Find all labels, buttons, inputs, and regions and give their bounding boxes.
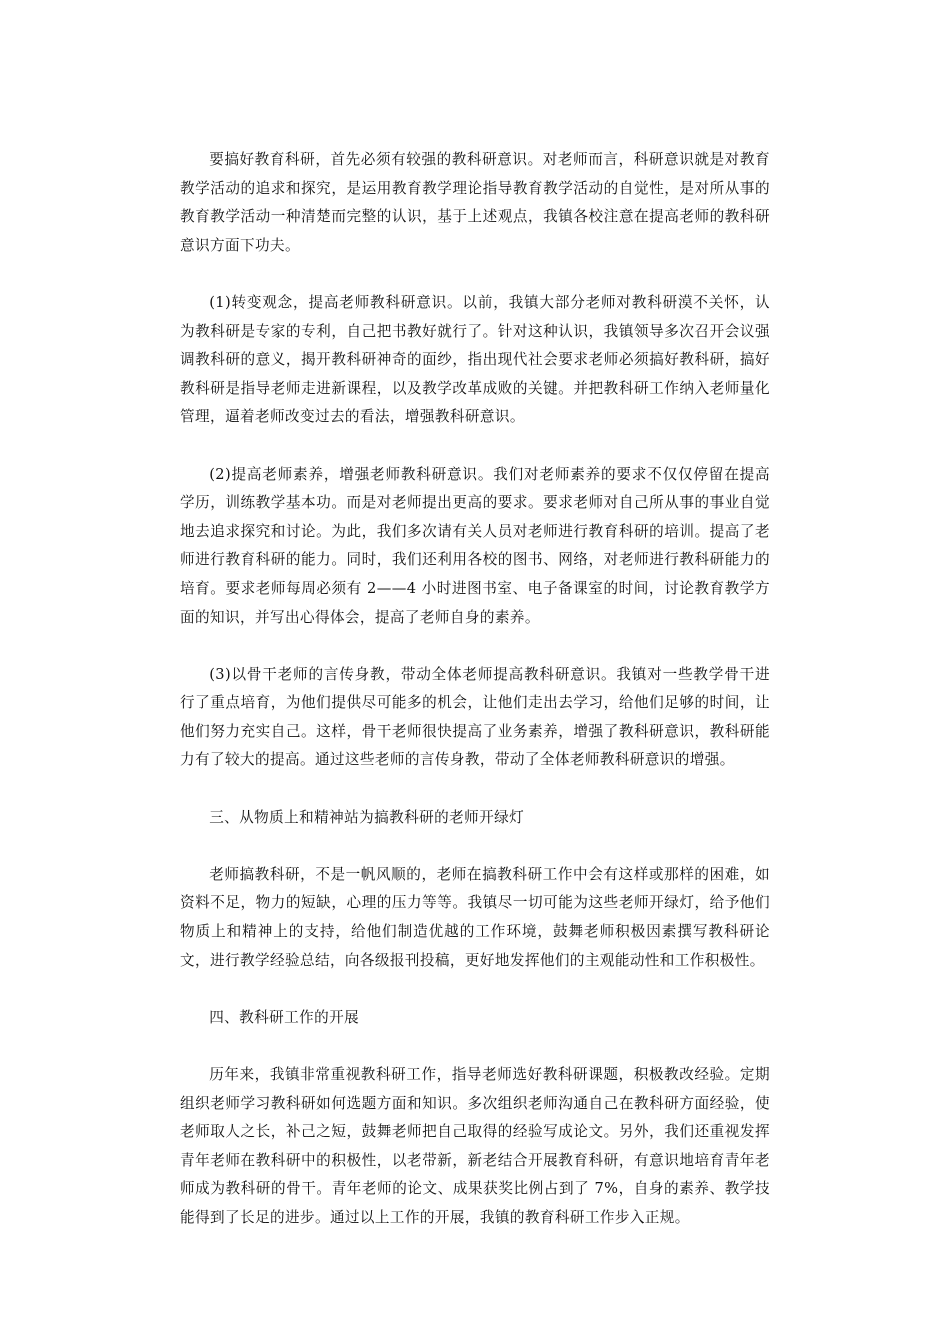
paragraph-section-4: 历年来，我镇非常重视教科研工作，指导老师选好教科研课题，积极教改经验。定期组织老师学习教科研如何选题方面和知识。多次组织老师沟通自己在教科研方面经验，使老师取人之长，补己之短，鼓舞老师把自己取得的经验写成论文。另外，我们还重视发挥青年老师在教科研中的积极性，以老带新，新老结合开展教育科研，有意识地培育青年老师成为教科研的骨干。青年老师的论文、成果获奖比例占到了 7%，自身的素养、教学技能得到了长足的进步。通过以上工作的开展，我镇的教育科研工作步入正规。 xyxy=(180,1066,770,1226)
section-heading-3: 三、从物质上和精神站为搞教科研的老师开绿灯 xyxy=(209,808,525,826)
section-heading-4: 四、教科研工作的开展 xyxy=(209,1008,360,1026)
paragraph-section-3: 老师搞教科研，不是一帆风顺的，老师在搞教科研工作中会有这样或那样的困难，如资料不足，物力的短缺，心理的压力等等。我镇尽一切可能为这些老师开绿灯，给予他们物质上和精神上的支持，给他们制造优越的工作环境，鼓舞老师积极因素撰写教科研论文，进行教学经验总结，向各级报刊投稿，更好地发挥他们的主观能动性和工作积极性。 xyxy=(180,865,770,969)
document-body xyxy=(180,146,770,1261)
paragraph-intro: 要搞好教育科研，首先必须有较强的教科研意识。对老师而言，科研意识就是对教育教学活动的追求和探究，是运用教育教学理论指导教育教学活动的自觉性，是对所从事的教育教学活动一种清楚而完整的认识，基于上述观点，我镇各校注意在提高老师的教科研意识方面下功夫。 xyxy=(180,151,770,254)
paragraph-item-2: (2)提高老师素养，增强老师教科研意识。我们对老师素养的要求不仅仅停留在提高学历，训练教学基本功。而是对老师提出更高的要求。要求老师对自己所从事的事业自觉地去追求探究和讨论。为此，我们多次请有关人员对老师进行教育科研的培训。提高了老师进行教育科研的能力。同时，我们还利用各校的图书、网络，对老师进行教科研能力的培育。要求老师每周必须有 2——4 小时进图书室、电子备课室的时间，讨论教育教学方面的知识，并写出心得体会，提高了老师自身的素养。 xyxy=(180,465,770,626)
paragraph-item-1: (1)转变观念，提高老师教科研意识。以前，我镇大部分老师对教科研漠不关怀，认为教科研是专家的专利，自己把书教好就行了。针对这种认识，我镇领导多次召开会议强调教科研的意义，揭开教科研神奇的面纱，指出现代社会要求老师必须搞好教科研，搞好教科研是指导老师走进新课程，以及教学改革成败的关键。并把教科研工作纳入老师量化管理，逼着老师改变过去的看法，增强教科研意识。 xyxy=(180,293,770,426)
paragraph-item-3: (3)以骨干老师的言传身教，带动全体老师提高教科研意识。我镇对一些教学骨干进行了重点培育，为他们提供尽可能多的机会，让他们走出去学习，给他们足够的时间，让他们努力充实自己。这样，骨干老师很快提高了业务素养，增强了教科研意识，教科研能力有了较大的提高。通过这些老师的言传身教，带动了全体老师教科研意识的增强。 xyxy=(180,665,770,769)
